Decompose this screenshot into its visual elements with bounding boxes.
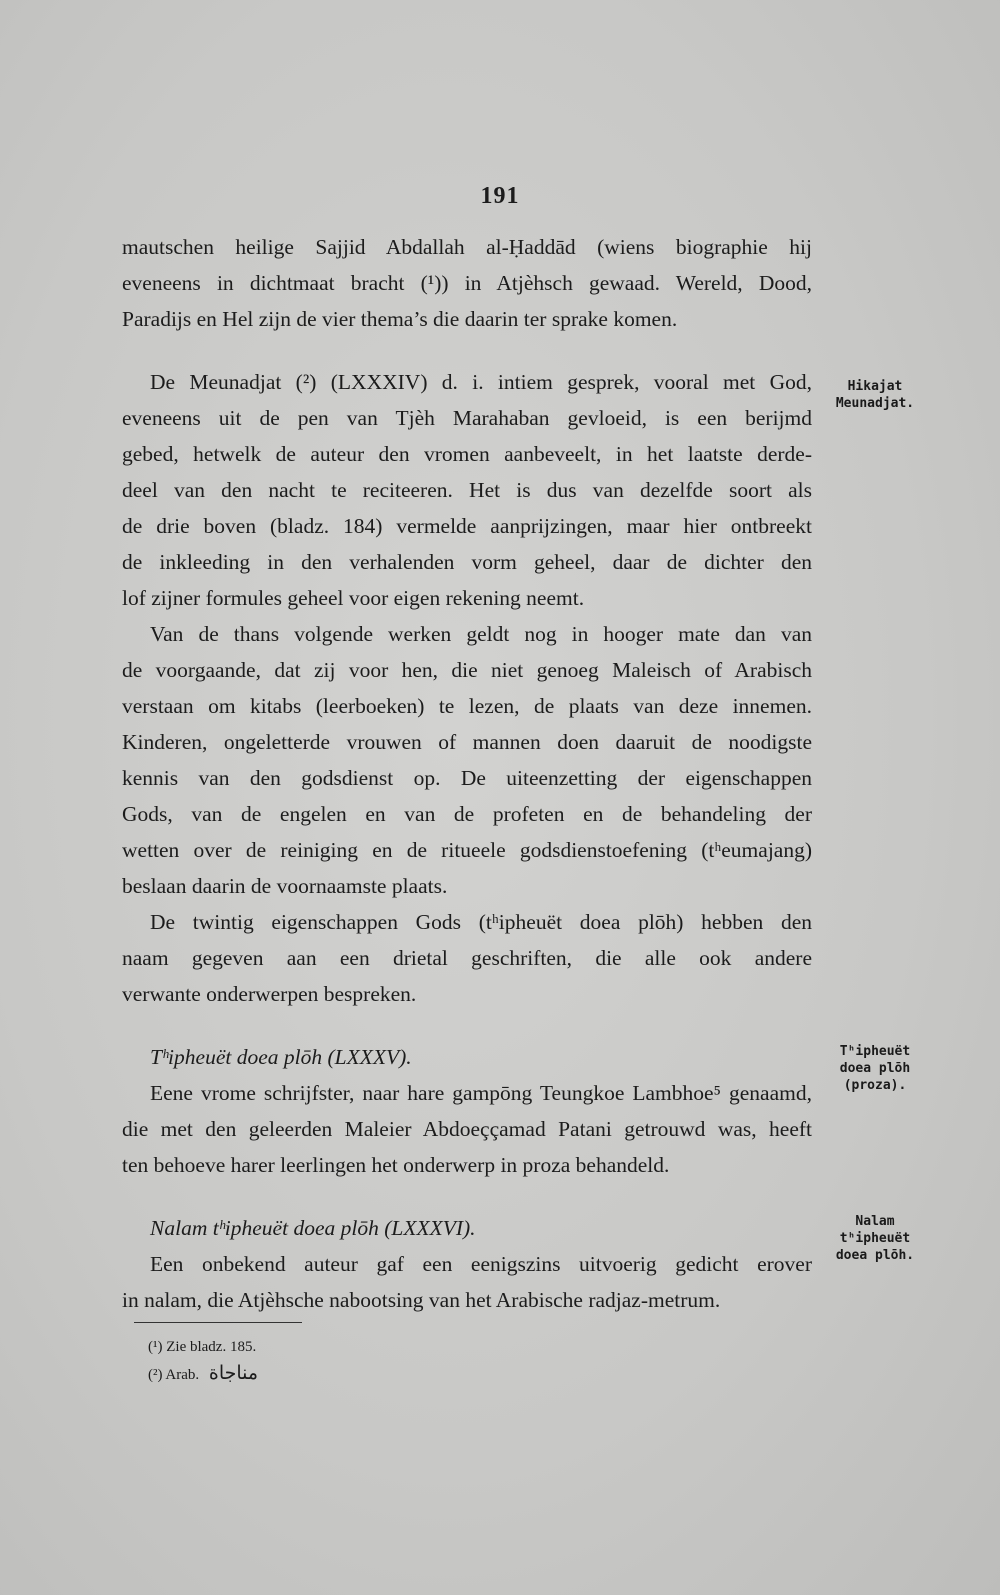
margin-note-line: doea plōh bbox=[839, 1061, 911, 1076]
arabic-word: مناجاة bbox=[208, 1362, 259, 1384]
margin-note-line: Hikajat bbox=[847, 379, 903, 394]
text-line: eveneens in dichtmaat bracht (¹)) in Atjèhsch gewaad. Wereld, Dood, bbox=[122, 271, 812, 295]
footnote bbox=[148, 1362, 258, 1386]
text-line: wetten over de reiniging en de ritueele godsdienstoefening (tʰeumajang) bbox=[122, 838, 812, 862]
margin-note-line: Nalam bbox=[855, 1214, 895, 1229]
footnote-text: (²) Arab. bbox=[148, 1367, 200, 1383]
text-line: mautschen heilige Sajjid Abdallah al-Ḥaddād (wiens biographie hij bbox=[122, 235, 812, 259]
text-line: deel van den nacht te reciteeren. Het is dus van dezelfde soort als bbox=[122, 478, 812, 502]
text-line: in nalam, die Atjèhsche nabootsing van het Arabische radjaz-metrum. bbox=[122, 1288, 721, 1312]
margin-note-line: Tʰipheuët bbox=[839, 1044, 911, 1059]
text-line: Eene vrome schrijfster, naar hare gampōng Teungkoe Lambhoe⁵ genaamd, bbox=[150, 1081, 812, 1105]
text-line: de inkleeding in den verhalenden vorm geheel, daar de dichter den bbox=[122, 550, 812, 574]
margin-note-line: tʰipheuët bbox=[839, 1231, 911, 1246]
section-heading: Nalam tʰipheuët doea plōh (LXXXVI). bbox=[150, 1216, 476, 1240]
text-line: verstaan om kitabs (leerboeken) te lezen, de plaats van deze innemen. bbox=[122, 694, 812, 718]
text-line: de drie boven (bladz. 184) vermelde aanprijzingen, maar hier ontbreekt bbox=[122, 514, 812, 538]
text-line: Een onbekend auteur gaf een eenigszins uitvoerig gedicht erover bbox=[150, 1252, 812, 1276]
margin-note-line: doea plōh. bbox=[835, 1248, 915, 1263]
margin-note-line: (proza). bbox=[843, 1078, 907, 1093]
text-line: Gods, van de engelen en van de profeten en de behandeling der bbox=[122, 802, 812, 826]
footnote: (¹) Zie bladz. 185. bbox=[148, 1339, 257, 1355]
footnote-rule bbox=[134, 1322, 302, 1323]
text-line: Kinderen, ongeletterde vrouwen of mannen doen daaruit de noodigste bbox=[122, 730, 812, 754]
text-line: Van de thans volgende werken geldt nog in hooger mate dan van bbox=[150, 622, 812, 646]
text-line: ten behoeve harer leerlingen het onderwerp in proza behandeld. bbox=[122, 1153, 670, 1177]
text-line: De Meunadjat (²) (LXXXIV) d. i. intiem gesprek, vooral met God, bbox=[150, 370, 812, 394]
margin-note-proza bbox=[820, 1043, 930, 1094]
margin-note-line: Meunadjat. bbox=[835, 396, 915, 411]
text-line: die met den geleerden Maleier Abdoeççamad Patani getrouwd was, heeft bbox=[122, 1117, 812, 1141]
text-line: De twintig eigenschappen Gods (tʰipheuët doea plōh) hebben den bbox=[150, 910, 812, 934]
margin-note-hikajat bbox=[820, 378, 930, 412]
text-line: kennis van den godsdienst op. De uiteenzetting der eigenschappen bbox=[122, 766, 812, 790]
margin-note-nalam bbox=[820, 1213, 930, 1264]
text-line: naam gegeven aan een drietal geschriften, die alle ook andere bbox=[122, 946, 812, 970]
text-line: gebed, hetwelk de auteur den vromen aanbeveelt, in het laatste derde- bbox=[122, 442, 812, 466]
text-line: de voorgaande, dat zij voor hen, die niet genoeg Maleisch of Arabisch bbox=[122, 658, 812, 682]
text-line: eveneens uit de pen van Tjèh Marahaban gevloeid, is een berijmd bbox=[122, 406, 812, 430]
section-heading: Tʰipheuët doea plōh (LXXXV). bbox=[150, 1045, 412, 1069]
text-line: lof zijner formules geheel voor eigen rekening neemt. bbox=[122, 586, 585, 610]
text-line: beslaan daarin de voornaamste plaats. bbox=[122, 874, 448, 898]
text-line: verwante onderwerpen bespreken. bbox=[122, 982, 417, 1006]
text-line: Paradijs en Hel zijn de vier thema’s die daarin ter sprake komen. bbox=[122, 307, 678, 331]
page-number: 191 bbox=[480, 183, 520, 209]
